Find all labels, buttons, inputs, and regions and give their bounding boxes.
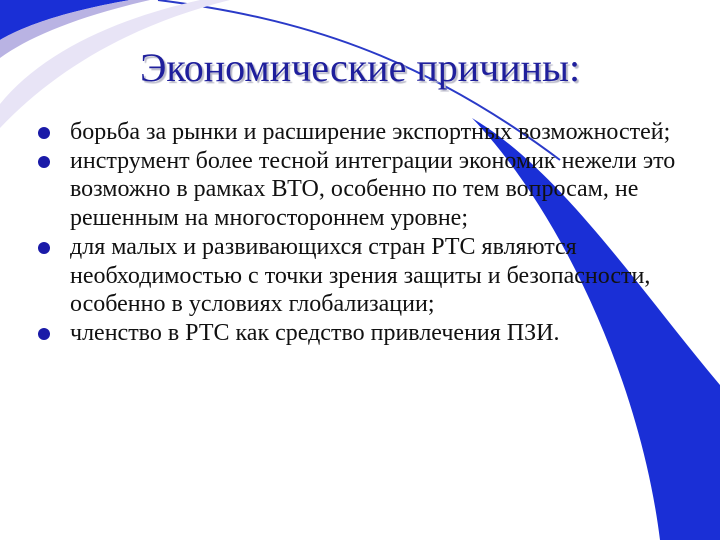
bullet-item <box>38 147 678 233</box>
bullet-dot-icon <box>38 156 50 168</box>
bullet-item <box>38 233 678 319</box>
bullet-item <box>38 118 678 147</box>
slide-title: Экономические причины: <box>139 45 581 90</box>
bullet-text: для малых и развивающихся стран РТС являются необходимостью с точки зрения защиты и безопасности, особенно в условиях глобализации; <box>70 233 651 318</box>
bullet-text: членство в РТС как средство привлечения ПЗИ. <box>70 319 560 346</box>
bullet-item <box>38 319 678 348</box>
bullet-dot-icon <box>38 242 50 254</box>
bullet-list <box>38 118 678 348</box>
bullet-dot-icon <box>38 127 50 139</box>
bullet-text: инструмент более тесной интеграции экономик нежели это возможно в рамках ВТО, особенно по тем вопросам, не решенным на многостороннем уровне; <box>70 147 676 232</box>
bullet-text: борьба за рынки и расширение экспортных возможностей; <box>70 119 671 145</box>
bullet-dot-icon <box>38 328 50 340</box>
